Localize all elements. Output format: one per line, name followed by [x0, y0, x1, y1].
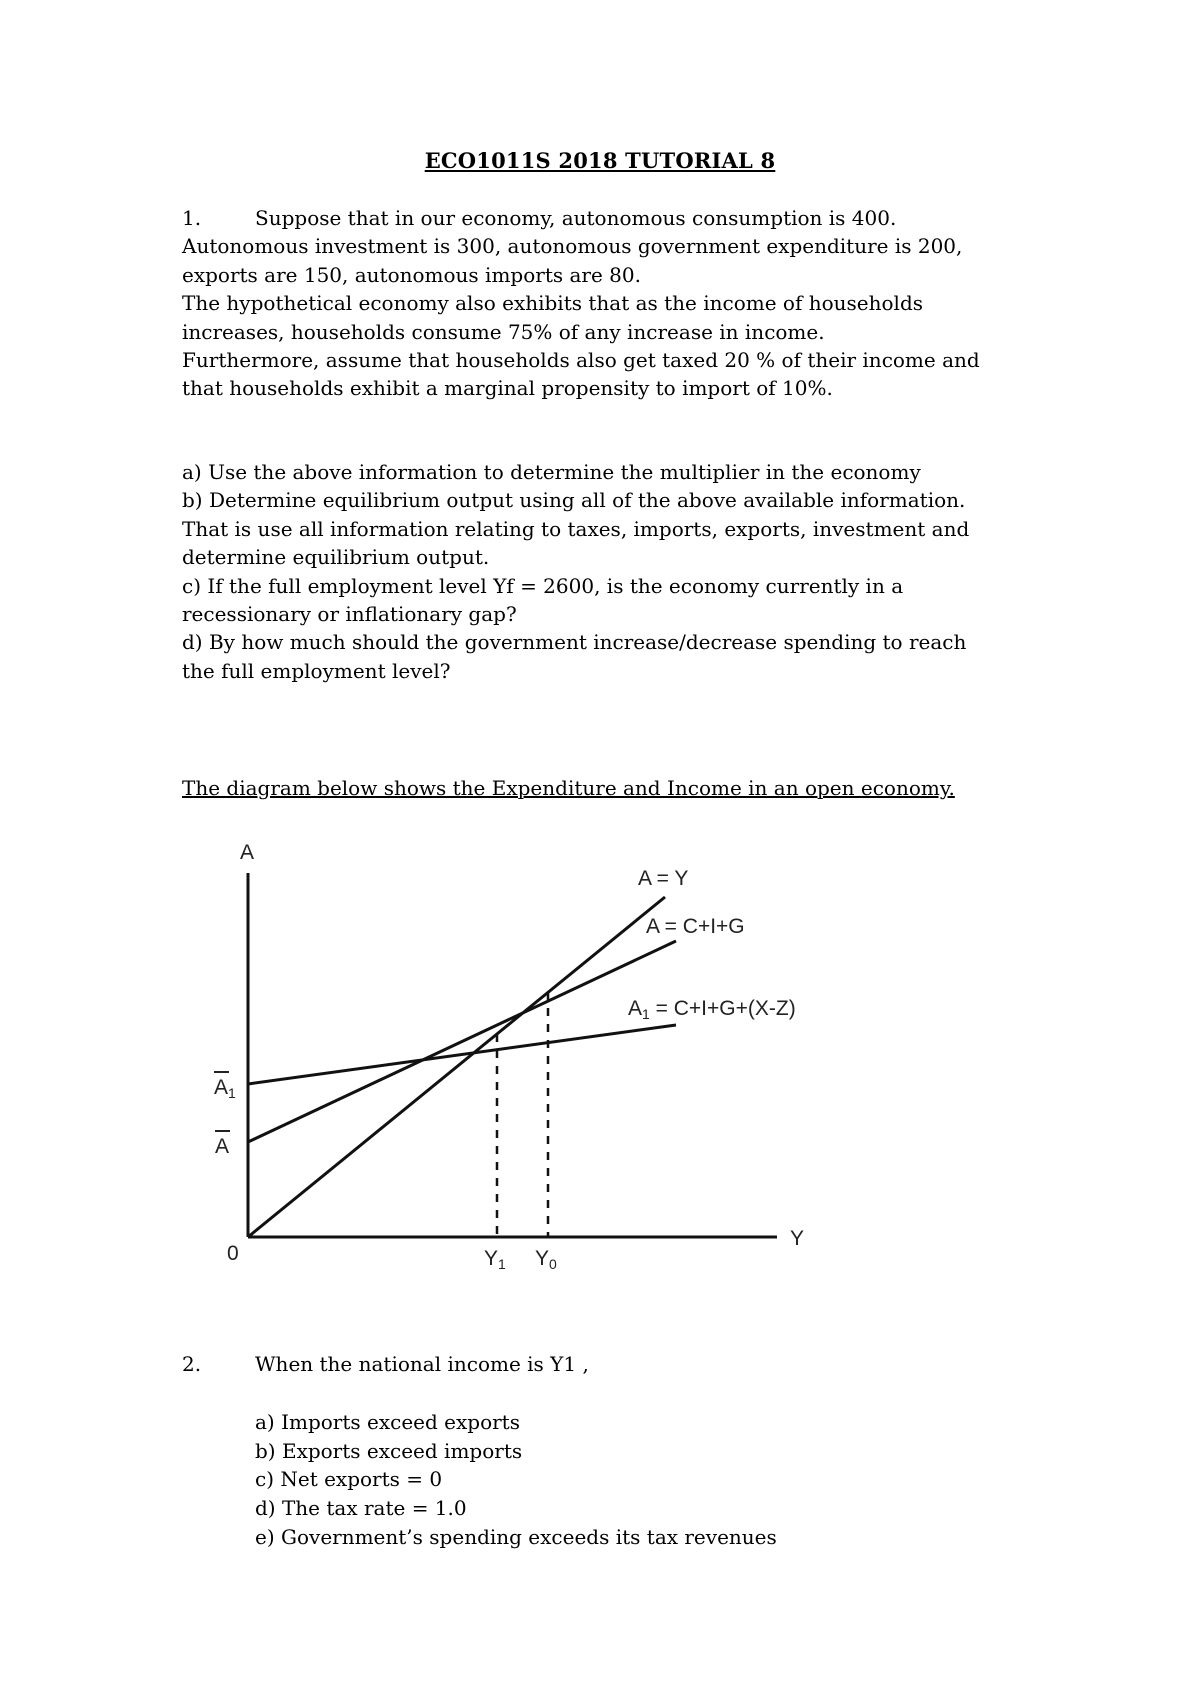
question-1-number: 1. — [182, 206, 202, 230]
question-1-part: the full employment level? — [182, 658, 451, 683]
line-a-cig — [248, 941, 676, 1142]
line-a-equals-y-label: A = Y — [638, 867, 689, 890]
page-title: ECO1011S 2018 TUTORIAL 8 — [424, 148, 776, 173]
question-2-number: 2. — [182, 1352, 202, 1376]
question-1-part: b) Determine equilibrium output using all of the above available information. — [182, 488, 966, 513]
diagram-caption: The diagram below shows the Expenditure and Income in an open economy. — [182, 776, 955, 800]
question-1-line: Furthermore, assume that households also get taxed 20 % of their income and — [182, 348, 980, 373]
line-a1-open-label: A1 = C+I+G+(X-Z) — [628, 997, 796, 1022]
question-2-options — [255, 1408, 777, 1552]
y0-label: Y0 — [535, 1247, 557, 1272]
line-a-equals-y — [248, 897, 665, 1237]
question-1-part: determine equilibrium output. — [182, 545, 490, 570]
abar-label: A — [215, 1135, 230, 1158]
question-1-part: c) If the full employment level Yf = 2600, is the economy currently in a — [182, 573, 904, 598]
question-1-part: d) By how much should the government increase/decrease spending to reach — [182, 630, 967, 655]
question-1-line: 1. Suppose that in our economy, autonomous consumption is 400. — [182, 204, 1012, 232]
question-1-line: that households exhibit a marginal propensity to import of 10%. — [182, 376, 833, 401]
line-a1-open-economy — [248, 1025, 676, 1084]
line-a-cig-label: A = C+I+G — [646, 915, 745, 938]
expenditure-income-diagram — [200, 835, 880, 1305]
x-axis-label: Y — [790, 1227, 805, 1250]
origin-label: 0 — [227, 1242, 239, 1265]
question-2-option: b) Exports exceed imports — [255, 1438, 523, 1463]
abar1-label: A1 — [214, 1076, 236, 1101]
question-1-line: Autonomous investment is 300, autonomous government expenditure is 200, — [182, 234, 963, 259]
question-1-line: The hypothetical economy also exhibits that as the income of households — [182, 291, 924, 316]
question-2-option: e) Government’s spending exceeds its tax revenues — [255, 1524, 777, 1549]
question-2-text: When the national income is Y1 , — [255, 1352, 589, 1376]
y-axis-label: A — [240, 841, 255, 864]
question-1-part: recessionary or inflationary gap? — [182, 602, 517, 627]
y1-label: Y1 — [484, 1247, 506, 1272]
question-1-line: exports are 150, autonomous imports are 80. — [182, 262, 641, 287]
question-2-option: d) The tax rate = 1.0 — [255, 1496, 467, 1521]
question-1-part: a) Use the above information to determine the multiplier in the economy — [182, 460, 921, 484]
question-1-line: increases, households consume 75% of any increase in income. — [182, 319, 825, 344]
question-1-part: That is use all information relating to taxes, imports, exports, investment and — [182, 516, 970, 541]
question-2 — [182, 1352, 589, 1376]
question-2-option: c) Net exports = 0 — [255, 1467, 443, 1492]
question-1-parts — [182, 458, 1012, 685]
question-2-option: a) Imports exceed exports — [255, 1410, 520, 1434]
question-1 — [182, 204, 1012, 403]
